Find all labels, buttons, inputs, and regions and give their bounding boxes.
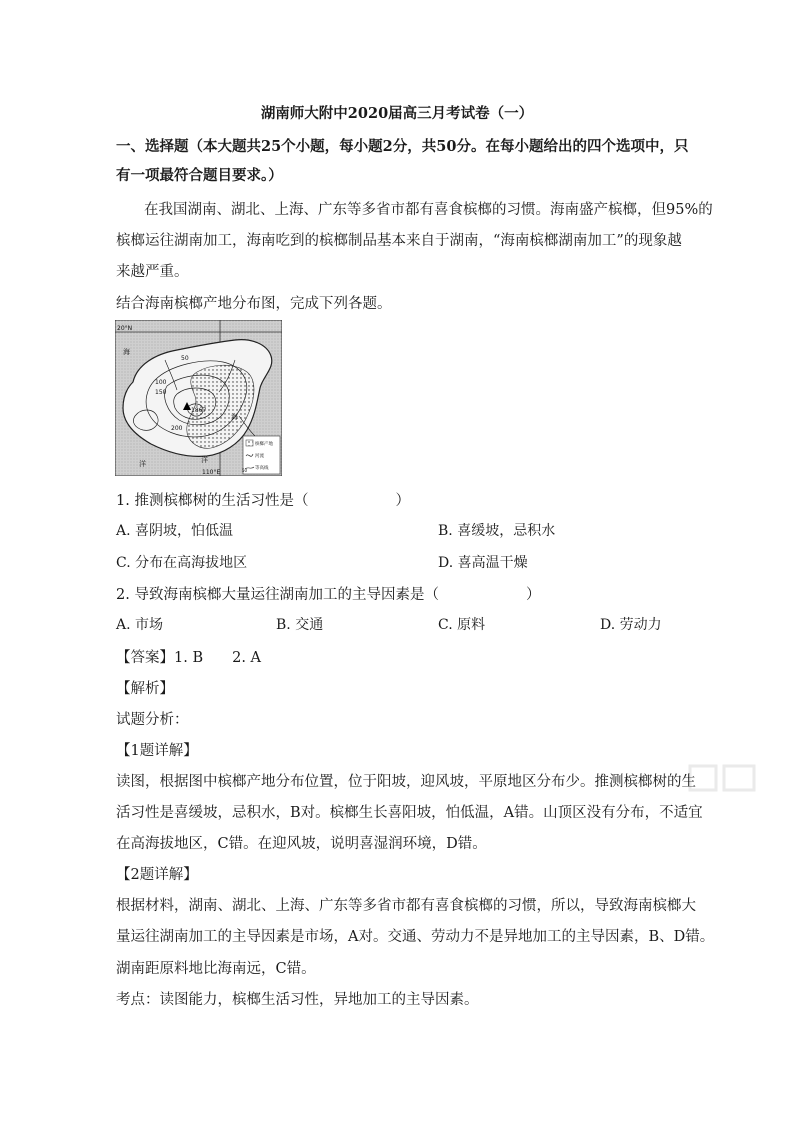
contour-label-150: 150	[155, 389, 167, 396]
passage-line-2: 槟榔运往湖南加工，海南吃到的槟榔制品基本来自于湖南，“海南槟榔湖南加工”的现象越	[116, 233, 682, 249]
detail-2-line-1: 根据材料，湖南、湖北、上海、广东等多省市都有喜食槟榔的习惯，所以，导致海南槟榔大	[116, 898, 696, 914]
section-heading-line2: 有一项最符合题目要求。）	[116, 167, 283, 184]
hainan-betel-nut-map	[115, 320, 282, 476]
ocean-label-bottom-2: 洋	[201, 456, 208, 464]
question-2-option-a[interactable]: A. 市场	[116, 617, 164, 633]
question-1-stem: 1. 推测槟榔树的生活习性是（ ）	[116, 493, 410, 509]
section-heading-line1: 一、选择题（本大题共25个小题，每小题2分，共50分。在每小题给出的四个选项中，只	[116, 138, 689, 155]
legend-area-swatch	[246, 440, 253, 446]
passage-line-1: 在我国湖南、湖北、上海、广东等多省市都有喜食槟榔的习惯。海南盛产槟榔，但95%的	[144, 202, 713, 218]
passage-line-3: 来越严重。	[116, 264, 189, 280]
analysis-header: 【解析】	[116, 681, 174, 697]
watermark-logo	[688, 762, 758, 794]
detail-1-title: 【1题详解】	[116, 743, 198, 759]
detail-2-title: 【2题详解】	[116, 867, 198, 883]
question-2-stem: 2. 导致海南槟榔大量运往湖南加工的主导因素是（ ）	[116, 587, 541, 603]
latitude-label: 20°N	[117, 325, 133, 332]
contour-label-200: 200	[171, 425, 183, 432]
legend-river-label: 河流	[255, 454, 264, 459]
detail-1-line-3: 在高海拔地区，C错。在迎风坡，说明喜湿润环境，D错。	[116, 836, 487, 852]
detail-1-line-2: 活习性是喜缓坡，忌积水，B对。槟榔生长喜阳坡，怕低温，A错。山顶区没有分布，不适宜	[116, 805, 703, 821]
document-title: 湖南师大附中2020届高三月考试卷（一）	[260, 105, 534, 122]
question-1-option-c[interactable]: C. 分布在高海拔地区	[116, 555, 248, 571]
passage-line-4: 结合海南槟榔产地分布图，完成下列各题。	[116, 296, 392, 312]
contour-label-100: 100	[155, 379, 167, 386]
sea-label-right: 海	[231, 413, 238, 421]
longitude-label: 110°E	[202, 469, 221, 476]
legend-area-label: 槟榔产地	[255, 442, 273, 447]
question-1-option-a[interactable]: A. 喜阴坡，怕低温	[116, 523, 234, 539]
question-1-option-b[interactable]: B. 喜缓坡，忌积水	[438, 523, 556, 539]
legend-contour-value: 50	[242, 468, 248, 473]
sea-label-left: 海	[123, 348, 130, 356]
question-1-option-d[interactable]: D. 喜高温干燥	[438, 555, 528, 571]
answer-line: 【答案】1. B 2. A	[116, 650, 262, 666]
question-2-option-c[interactable]: C. 原料	[438, 617, 486, 633]
question-2-option-b[interactable]: B. 交通	[276, 617, 324, 633]
legend-contour-label: 等高线	[255, 466, 269, 471]
analysis-intro: 试题分析：	[116, 712, 189, 728]
question-2-option-d[interactable]: D. 劳动力	[600, 617, 662, 633]
kaodian-line: 考点：读图能力，槟榔生活习性，异地加工的主导因素。	[116, 992, 479, 1008]
detail-2-line-3: 湖南距原料地比海南远，C错。	[116, 961, 316, 977]
peak-label: 1867	[191, 407, 207, 414]
contour-label-50: 50	[181, 355, 189, 362]
ocean-label-bottom: 洋	[139, 460, 146, 468]
detail-1-line-1: 读图，根据图中槟榔产地分布位置，位于阳坡，迎风坡，平原地区分布少。推测槟榔树的生	[116, 774, 696, 790]
detail-2-line-2: 量运往湖南加工的主导因素是市场，A对。交通、劳动力不是异地加工的主导因素，B、D错。	[116, 929, 715, 945]
